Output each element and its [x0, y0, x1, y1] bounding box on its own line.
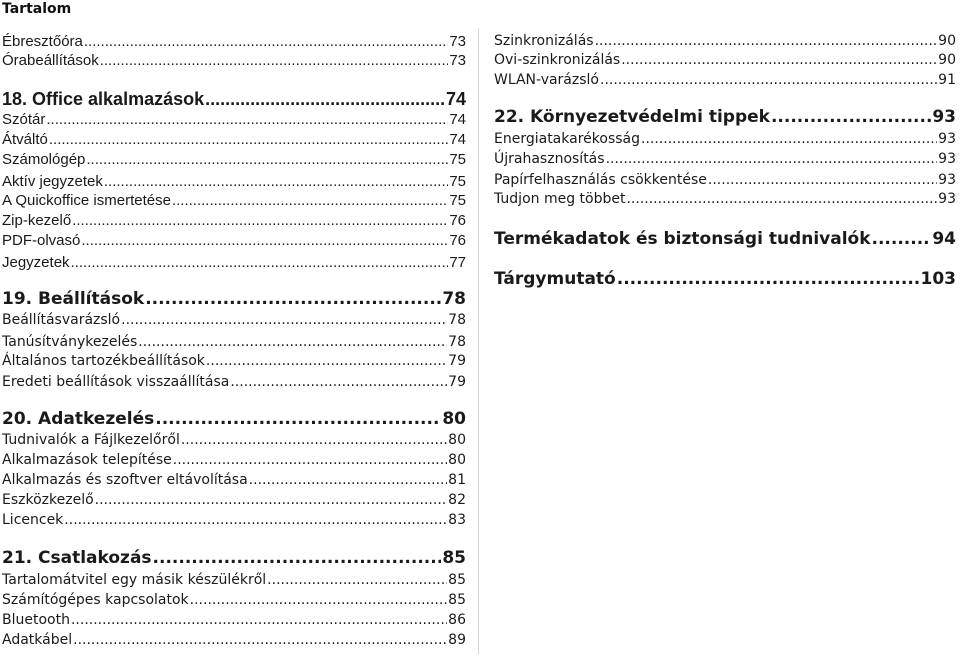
- dot-leader: [230, 373, 447, 392]
- toc-entry-title: Zip-kezelő: [2, 211, 72, 229]
- toc-entry[interactable]: [2, 191, 466, 210]
- dot-leader: [64, 511, 447, 530]
- toc-entry-page-number: 82: [448, 491, 466, 508]
- toc-entry[interactable]: [2, 211, 466, 230]
- toc-entry-title: Beállításvarázsló: [2, 311, 121, 328]
- toc-entry-title: Számítógépes kapcsolatok: [2, 591, 189, 608]
- toc-entry[interactable]: [2, 352, 466, 371]
- toc-entry-title: 20. Adatkezelés: [2, 409, 155, 429]
- toc-entry-title: PDF-olvasó: [2, 231, 81, 249]
- toc-entry-page-number: 79: [448, 373, 466, 390]
- dot-leader: [95, 491, 448, 510]
- toc-entry-title: Termékadatok és biztonsági tudnivalók: [494, 229, 871, 249]
- toc-entry[interactable]: [2, 311, 466, 330]
- toc-entry-page-number: 74: [449, 110, 466, 128]
- toc-entry-page-number: 93: [938, 130, 956, 147]
- toc-entry-page-number: 85: [448, 571, 466, 588]
- dot-leader: [205, 88, 445, 110]
- toc-entry-page-number: 78: [448, 333, 466, 350]
- toc-entry-title: Tartalomátvitel egy másik készülékről: [2, 571, 267, 588]
- toc-entry-page-number: 90: [938, 32, 956, 49]
- toc-entry-title: Tanúsítványkezelés: [2, 333, 138, 350]
- toc-entry-page-number: 78: [442, 289, 466, 309]
- toc-entry-title: Átváltó: [2, 130, 48, 148]
- dot-leader: [172, 191, 448, 210]
- dot-leader: [249, 471, 448, 490]
- dot-leader: [71, 253, 449, 272]
- toc-entry-page-number: 75: [449, 191, 466, 209]
- dot-leader: [641, 130, 937, 149]
- dot-leader: [771, 106, 931, 128]
- toc-entry[interactable]: [2, 591, 466, 610]
- dot-leader: [84, 32, 448, 51]
- toc-entry-title: Tudjon meg többet: [494, 190, 626, 207]
- toc-entry[interactable]: [2, 51, 466, 70]
- toc-entry-page-number: 85: [448, 591, 466, 608]
- dot-leader: [617, 268, 920, 290]
- toc-entry-title: Ébresztőóra: [2, 32, 83, 50]
- toc-entry-title: Aktív jegyzetek: [2, 172, 103, 190]
- toc-entry-page-number: 80: [442, 409, 466, 429]
- toc-entry-title: Órabeállítások: [2, 51, 99, 69]
- toc-entry-title: Újrahasznosítás: [494, 150, 605, 167]
- toc-entry[interactable]: [2, 611, 466, 630]
- toc-entry-page-number: 89: [448, 631, 466, 648]
- toc-entry-page-number: 73: [449, 51, 466, 69]
- dot-leader: [100, 51, 449, 70]
- dot-leader: [46, 110, 448, 129]
- dot-leader: [872, 228, 932, 250]
- toc-entry-title: Szótár: [2, 110, 46, 128]
- toc-entry[interactable]: [2, 451, 466, 470]
- toc-entry-page-number: 85: [442, 548, 466, 568]
- toc-entry-title: Alkalmazások telepítése: [2, 451, 172, 468]
- dot-leader: [49, 130, 448, 149]
- toc-entry-page-number: 80: [448, 431, 466, 448]
- toc-entry-title: Energiatakarékosság: [494, 130, 640, 147]
- toc-entry-title: WLAN-varázsló: [494, 71, 599, 88]
- toc-entry[interactable]: [494, 171, 956, 190]
- dot-leader: [81, 231, 448, 250]
- toc-entry-page-number: 81: [448, 471, 466, 488]
- toc-chapter-entry[interactable]: [2, 288, 466, 310]
- toc-entry-page-number: 91: [938, 71, 956, 88]
- toc-chapter-entry[interactable]: [2, 88, 466, 110]
- toc-entry-title: Eszközkezelő: [2, 491, 94, 508]
- column-divider: [478, 28, 479, 654]
- toc-entry-title: Tárgymutató: [494, 269, 616, 289]
- toc-entry-title: A Quickoffice ismertetése: [2, 191, 171, 209]
- dot-leader: [190, 591, 448, 610]
- dot-leader: [206, 352, 447, 371]
- toc-entry[interactable]: [2, 631, 466, 650]
- toc-entry-page-number: 90: [938, 51, 956, 68]
- toc-chapter-entry[interactable]: [2, 408, 466, 430]
- toc-entry-title: Adatkábel: [2, 631, 73, 648]
- dot-leader: [600, 71, 937, 90]
- dot-leader: [153, 547, 442, 569]
- toc-entry-title: 18. Office alkalmazások: [2, 89, 205, 109]
- toc-entry[interactable]: [494, 71, 956, 90]
- toc-entry[interactable]: [2, 150, 466, 169]
- dot-leader: [173, 451, 447, 470]
- toc-entry-title: Tudnivalók a Fájlkezelőről: [2, 431, 180, 448]
- toc-entry-title: 22. Környezetvédelmi tippek: [494, 107, 770, 127]
- toc-entry[interactable]: [2, 130, 466, 149]
- toc-entry[interactable]: [494, 51, 956, 70]
- toc-entry-page-number: 75: [449, 150, 466, 168]
- toc-entry-page-number: 74: [445, 89, 466, 109]
- toc-entry-title: Ovi-szinkronizálás: [494, 51, 621, 68]
- toc-entry-title: Számológép: [2, 150, 86, 168]
- toc-entry[interactable]: [2, 333, 466, 352]
- toc-entry-title: Eredeti beállítások visszaállítása: [2, 373, 230, 390]
- toc-entry-page-number: 93: [938, 150, 956, 167]
- dot-leader: [267, 571, 447, 590]
- toc-entry[interactable]: [2, 253, 466, 272]
- toc-entry-title: Jegyzetek: [2, 253, 70, 271]
- toc-entry-page-number: 93: [938, 171, 956, 188]
- toc-entry-title: Alkalmazás és szoftver eltávolítása: [2, 471, 248, 488]
- dot-leader: [138, 333, 447, 352]
- toc-entry[interactable]: [2, 32, 466, 51]
- toc-entry-title: Bluetooth: [2, 611, 70, 628]
- toc-chapter-entry[interactable]: [494, 228, 956, 250]
- toc-entry[interactable]: [494, 32, 956, 51]
- toc-entry-page-number: 78: [448, 311, 466, 328]
- toc-entry-page-number: 80: [448, 451, 466, 468]
- toc-entry-page-number: 86: [448, 611, 466, 628]
- toc-entry-title: Általános tartozékbeállítások: [2, 352, 205, 369]
- toc-entry[interactable]: [2, 172, 466, 191]
- toc-entry[interactable]: [2, 431, 466, 450]
- toc-entry-title: Papírfelhasználás csökkentése: [494, 171, 707, 188]
- toc-entry-page-number: 83: [448, 511, 466, 528]
- dot-leader: [155, 408, 441, 430]
- toc-entry[interactable]: [2, 373, 466, 392]
- toc-entry-page-number: 103: [920, 269, 956, 289]
- toc-entry-title: 19. Beállítások: [2, 289, 145, 309]
- toc-entry-page-number: 73: [449, 32, 466, 50]
- toc-entry-page-number: 74: [449, 130, 466, 148]
- toc-chapter-entry[interactable]: [2, 547, 466, 569]
- toc-entry-page-number: 79: [448, 352, 466, 369]
- dot-leader: [626, 190, 937, 209]
- dot-leader: [708, 171, 937, 190]
- toc-entry[interactable]: [494, 150, 956, 169]
- toc-entry[interactable]: [2, 471, 466, 490]
- dot-leader: [121, 311, 447, 330]
- dot-leader: [86, 150, 448, 169]
- toc-entry-title: Licencek: [2, 511, 64, 528]
- toc-entry[interactable]: [2, 571, 466, 590]
- dot-leader: [621, 51, 937, 70]
- toc-entry-page-number: 76: [449, 211, 466, 229]
- toc-entry[interactable]: [494, 190, 956, 209]
- dot-leader: [73, 631, 447, 650]
- toc-entry-page-number: 75: [449, 172, 466, 190]
- toc-entry[interactable]: [2, 491, 466, 510]
- dot-leader: [71, 611, 447, 630]
- toc-entry-title: 21. Csatlakozás: [2, 548, 152, 568]
- toc-entry-page-number: 76: [449, 231, 466, 249]
- page-title: Tartalom: [2, 1, 72, 17]
- dot-leader: [72, 211, 448, 230]
- toc-entry-page-number: 77: [449, 253, 466, 271]
- toc-chapter-entry[interactable]: [494, 268, 956, 290]
- dot-leader: [595, 32, 938, 51]
- toc-entry-page-number: 93: [938, 190, 956, 207]
- toc-entry[interactable]: [494, 130, 956, 149]
- toc-entry[interactable]: [2, 110, 466, 129]
- toc-entry-page-number: 94: [932, 229, 956, 249]
- toc-entry[interactable]: [2, 231, 466, 250]
- dot-leader: [104, 172, 448, 191]
- toc-chapter-entry[interactable]: [494, 106, 956, 128]
- dot-leader: [181, 431, 447, 450]
- toc-entry[interactable]: [2, 511, 466, 530]
- toc-entry-title: Szinkronizálás: [494, 32, 594, 49]
- toc-entry-page-number: 93: [932, 107, 956, 127]
- dot-leader: [606, 150, 938, 169]
- dot-leader: [145, 288, 441, 310]
